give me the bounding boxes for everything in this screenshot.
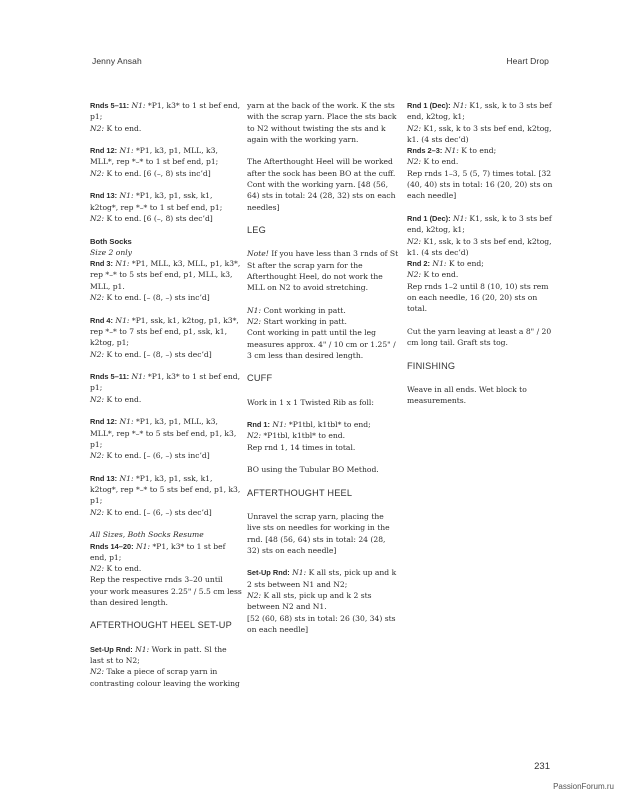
column-2 xyxy=(247,100,399,646)
running-header-author: Jenny Ansah xyxy=(92,56,142,66)
paragraph: Rnd 13: N1: *P1, k3, p1, ssk, k1, k2tog*, rep *–* to 5 sts bef end, p1, k3, p1; N2: K to end. [– (6, –) sts dec’d] xyxy=(90,473,241,517)
column-1 xyxy=(90,100,242,700)
paragraph: Work in 1 x 1 Twisted Rib as foll: xyxy=(247,397,374,407)
size-note: Size 2 only xyxy=(90,247,132,257)
paragraph: yarn at the back of the work. K the sts with the scrap yarn. Place the sts back to N2 without twisting the sts and k again with the working yarn. xyxy=(247,101,397,144)
paragraph: Rnd 13: N1: *P1, k3, p1, ssk, k1, k2tog*, rep *–* to 1 st bef end, p1; N2: K to end. [6 (–, 8) sts dec’d] xyxy=(90,191,223,223)
paragraph: Rnd 12: N1: *P1, k3, p1, MLL, k3, MLL*, rep *–* to 1 st bef end, p1; N2: K to end. [6 (–, 8) sts inc’d] xyxy=(90,146,219,178)
page-number: 231 xyxy=(534,761,550,772)
paragraph: Weave in all ends. Wet block to measurements. xyxy=(407,384,527,406)
paragraph: Note! If you have less than 3 rnds of St St after the scrap yarn for the Afterthought Heel, do not work the MLL on N2 to avoid stretching. xyxy=(247,249,399,293)
paragraph: Rnd 12: N1: *P1, k3, p1, MLL, k3, MLL*, rep *–* to 5 sts bef end, p1, k3, p1; N2: K to end. [– (6, –) sts inc’d] xyxy=(90,417,237,461)
paragraph: N1: Cont working in patt. N2: Start working in patt. Cont working in patt until the leg measures approx. 4" / 10 cm or 1.25" / 3 cm less than desired length. xyxy=(247,305,396,360)
section-heading-afterthought-heel-set-up: AFTERTHOUGHT HEEL SET-UP xyxy=(90,620,232,631)
subheading: Both Socks xyxy=(90,236,132,246)
paragraph: The Afterthought Heel will be worked after the sock has been BO at the cuff. Cont with the working yarn. [48 (56, 64) sts in total: 24 (28, 32) sts on each needles] xyxy=(247,157,396,212)
paragraph: Rnd 1 (Dec): N1: K1, ssk, k to 3 sts bef end, k2tog, k1; N2: K1, ssk, k to 3 sts bef end, k2tog, k1. (4 sts dec’d) Rnd 2: N1: K to end; N2: K to end. Rep rnds 1–2 until 8 (10, 10) sts rem on each needle, 16 (20, 20) sts on total. xyxy=(407,213,552,314)
paragraph: Rnds 14–20: N1: *P1, k3* to 1 st bef end, p1; N2: K to end. Rep the respective rnds 3–20 until your work measures 2.25" / 5.5 cm less than desired length. xyxy=(90,541,242,608)
paragraph: Rnd 4: N1: *P1, ssk, k1, k2tog, p1, k3*, rep *–* to 7 sts bef end, p1, ssk, k1, k2tog, p1; N2: K to end. [– (8, –) sts dec’d] xyxy=(90,315,239,359)
paragraph: Set-Up Rnd: N1: Work in patt. Sl the last st to N2; N2: Take a piece of scrap yarn in contrasting colour leaving the working xyxy=(90,644,240,688)
section-heading-afterthought-heel: AFTERTHOUGHT HEEL xyxy=(247,487,353,498)
section-heading-leg: LEG xyxy=(247,224,266,235)
paragraph: Set-Up Rnd: N1: K all sts, pick up and k 2 sts between N1 and N2; N2: K all sts, pick up and k 2 sts between N2 and N1. [52 (60, 68) sts in total: 26 (30, 34) sts on each needle] xyxy=(247,568,397,634)
paragraph: Rnds 5–11: N1: *P1, k3* to 1 st bef end, p1; N2: K to end. xyxy=(90,101,241,133)
paragraph: Rnd 1 (Dec): N1: K1, ssk, k to 3 sts bef end, k2tog, k1; N2: K1, ssk, k to 3 sts bef end, k2tog, k1. (4 sts dec’d) Rnds 2–3: N1: K to end; N2: K to end. Rep rnds 1–3, 5 (5, 7) times total. [32 (40, 40) sts in total: 16 (20, 20) sts on each needle] xyxy=(407,101,553,201)
resume-note: All Sizes, Both Socks Resume xyxy=(90,530,204,540)
paragraph: Rnd 1: N1: *P1tbl, k1tbl* to end; N2: *P1tbl, k1tbl* to end. Rep rnd 1, 14 times in total. xyxy=(247,420,371,452)
paragraph: Unravel the scrap yarn, placing the live sts on needles for working in the rnd. [48 (56, 64) sts in total: 24 (28, 32) sts on each needle] xyxy=(247,511,390,555)
section-heading-finishing: FINISHING xyxy=(407,360,456,371)
section-heading-cuff: CUFF xyxy=(247,373,273,384)
paragraph: Cut the yarn leaving at least a 8" / 20 cm long tail. Graft sts tog. xyxy=(407,326,552,348)
running-header-title: Heart Drop xyxy=(506,56,549,66)
paragraph: Rnd 3: N1: *P1, MLL, k3, MLL, p1, k3*, rep *–* to 5 sts bef end, p1, MLL, k3, MLL, p1. N2: K to end. [– (8, –) sts inc’d] xyxy=(90,259,241,303)
paragraph: Rnds 5–11: N1: *P1, k3* to 1 st bef end, p1; N2: K to end. xyxy=(90,372,241,404)
watermark: PassionForum.ru xyxy=(553,782,614,791)
paragraph: BO using the Tubular BO Method. xyxy=(247,465,379,475)
column-3 xyxy=(407,100,559,418)
